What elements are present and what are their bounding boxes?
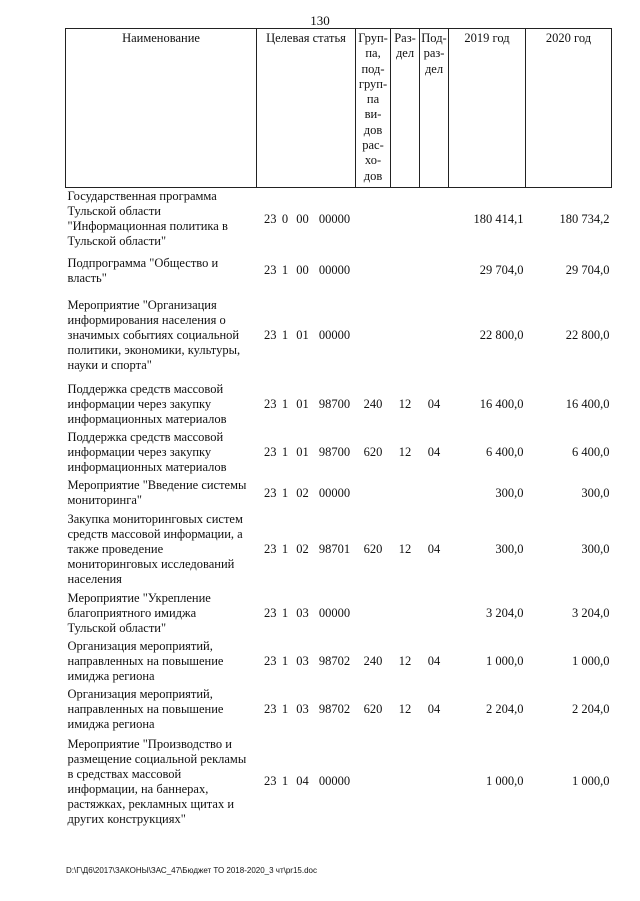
target-direction: 98702 [318, 654, 351, 668]
target-program: 23 [264, 542, 277, 556]
target-event: 00 [296, 211, 309, 226]
table-body [66, 188, 612, 830]
target-program: 23 [264, 211, 277, 226]
row-name: Мероприятие "Организация информирования населения о значимых событиях социальной политики, экономики, культуры, науки и спорта" [67, 298, 241, 372]
header-2019: 2019 год [449, 29, 526, 188]
header-section: Раз- дел [391, 29, 420, 188]
target-event: 00 [296, 263, 309, 277]
target-subprogram: 1 [281, 654, 289, 668]
value-2019: 3 204,0 [486, 606, 524, 620]
row-name: Подпрограмма "Общество и власть" [67, 255, 219, 285]
table-row [66, 251, 612, 291]
target-subprogram: 1 [281, 445, 289, 459]
expense-group: 620 [363, 702, 383, 716]
target-event: 01 [296, 397, 309, 411]
target-event: 02 [296, 485, 309, 500]
target-event: 03 [296, 606, 309, 620]
subsection-code [420, 590, 449, 638]
header-name: Наименование [66, 29, 257, 188]
target-program: 23 [264, 328, 277, 342]
row-name: Мероприятие "Введение системы мониторинга" [67, 478, 247, 507]
subsection-code [420, 291, 449, 381]
target-subprogram: 1 [281, 702, 289, 716]
value-2019: 16 400,0 [479, 397, 524, 411]
value-2020: 300,0 [581, 542, 610, 556]
target-event: 01 [296, 445, 309, 459]
expense-group [356, 291, 391, 381]
target-program: 23 [264, 654, 277, 668]
section-code [391, 590, 420, 638]
row-name: Закупка мониторинговых систем средств массовой информации, а также проведение мониторинговых исследований населения [67, 512, 243, 586]
value-2019: 300,0 [495, 485, 524, 500]
header-group: Груп- па, под- груп- па ви- дов рас- хо- дов [356, 29, 391, 188]
value-2019: 300,0 [495, 542, 524, 556]
file-path-footer: D:\Г\Д6\2017\ЗАКОНЫ\ЗАС_47\Бюджет ТО 2018-2020_3 чт\pr15.doc [66, 866, 317, 875]
row-name: Государственная программа Тульской области "Информационная политика в Тульской области" [67, 189, 228, 249]
target-subprogram: 1 [281, 485, 289, 500]
table-row [66, 686, 612, 734]
expense-group [356, 251, 391, 291]
target-direction: 98700 [318, 445, 351, 459]
expense-group: 240 [363, 397, 383, 411]
target-direction: 98701 [318, 542, 351, 556]
subsection-code [420, 734, 449, 830]
value-2020: 22 800,0 [565, 328, 610, 342]
budget-table [65, 28, 612, 830]
table-row [66, 291, 612, 381]
subsection-code: 04 [427, 397, 441, 411]
target-program: 23 [264, 445, 277, 459]
subsection-code: 04 [427, 702, 441, 716]
expense-group [356, 477, 391, 510]
target-direction: 00000 [318, 211, 351, 226]
table-row [66, 590, 612, 638]
value-2020: 1 000,0 [572, 774, 610, 788]
table-row [66, 638, 612, 686]
header-subsection: Под- раз- дел [420, 29, 449, 188]
expense-group: 620 [363, 542, 383, 556]
section-code: 12 [398, 702, 412, 716]
value-2020: 180 734,2 [559, 211, 610, 226]
section-code: 12 [398, 542, 412, 556]
target-direction: 98700 [318, 397, 351, 411]
section-code: 12 [398, 397, 412, 411]
table-row [66, 381, 612, 429]
expense-group: 620 [363, 445, 383, 459]
value-2019: 22 800,0 [479, 328, 524, 342]
target-program: 23 [264, 702, 277, 716]
target-direction: 00000 [318, 328, 351, 342]
value-2019: 6 400,0 [486, 445, 524, 459]
section-code [391, 734, 420, 830]
row-name: Поддержка средств массовой информации через закупку информационных материалов [67, 430, 227, 474]
row-name: Поддержка средств массовой информации через закупку информационных материалов [67, 382, 227, 426]
target-program: 23 [264, 263, 277, 277]
table-row [66, 510, 612, 590]
row-name: Мероприятие "Укрепление благоприятного имиджа Тульской области" [67, 591, 211, 635]
target-subprogram: 1 [281, 263, 289, 277]
target-event: 01 [296, 328, 309, 342]
value-2019: 1 000,0 [486, 774, 524, 788]
target-program: 23 [264, 606, 277, 620]
target-direction: 00000 [318, 774, 351, 788]
target-event: 03 [296, 654, 309, 668]
target-program: 23 [264, 774, 277, 788]
table-row [66, 734, 612, 830]
target-event: 03 [296, 702, 309, 716]
table-row [66, 477, 612, 510]
subsection-code: 04 [427, 445, 441, 459]
subsection-code: 04 [427, 654, 441, 668]
subsection-code [420, 251, 449, 291]
value-2019: 180 414,1 [473, 211, 524, 226]
section-code [391, 251, 420, 291]
expense-group: 240 [363, 654, 383, 668]
target-direction: 00000 [318, 263, 351, 277]
value-2020: 300,0 [581, 485, 610, 500]
header-2020: 2020 год [526, 29, 612, 188]
expense-group [356, 734, 391, 830]
section-code: 12 [398, 445, 412, 459]
value-2020: 1 000,0 [572, 654, 610, 668]
value-2019: 2 204,0 [486, 702, 524, 716]
target-direction: 00000 [318, 606, 351, 620]
target-subprogram: 1 [281, 397, 289, 411]
target-subprogram: 1 [281, 328, 289, 342]
table-row [66, 429, 612, 477]
row-name: Организация мероприятий, направленных на повышение имиджа региона [67, 687, 224, 731]
value-2020: 16 400,0 [565, 397, 610, 411]
row-name: Мероприятие "Производство и размещение социальной рекламы в средствах массовой информации, на баннерах, растяжках, рекламных щитах и других конструкциях" [67, 736, 247, 826]
target-event: 02 [296, 542, 309, 556]
value-2020: 6 400,0 [572, 445, 610, 459]
table-row [66, 188, 612, 251]
expense-group [356, 188, 391, 251]
subsection-code [420, 477, 449, 510]
row-name: Организация мероприятий, направленных на повышение имиджа региона [67, 639, 224, 683]
target-subprogram: 1 [281, 606, 289, 620]
target-event: 04 [296, 774, 309, 788]
value-2020: 3 204,0 [572, 606, 610, 620]
target-program: 23 [264, 397, 277, 411]
target-subprogram: 1 [281, 542, 289, 556]
page-number: 130 [310, 13, 330, 28]
value-2019: 29 704,0 [479, 263, 524, 277]
subsection-code [420, 188, 449, 251]
subsection-code: 04 [427, 542, 441, 556]
expense-group [356, 590, 391, 638]
section-code [391, 291, 420, 381]
value-2019: 1 000,0 [486, 654, 524, 668]
target-subprogram: 1 [281, 774, 289, 788]
target-direction: 98702 [318, 702, 351, 716]
value-2020: 29 704,0 [565, 263, 610, 277]
section-code [391, 188, 420, 251]
section-code: 12 [398, 654, 412, 668]
target-program: 23 [264, 485, 277, 500]
section-code [391, 477, 420, 510]
header-target: Целевая статья [257, 29, 356, 188]
value-2020: 2 204,0 [572, 702, 610, 716]
table-header-row [66, 29, 612, 188]
target-subprogram: 0 [281, 211, 289, 226]
target-direction: 00000 [318, 485, 351, 500]
